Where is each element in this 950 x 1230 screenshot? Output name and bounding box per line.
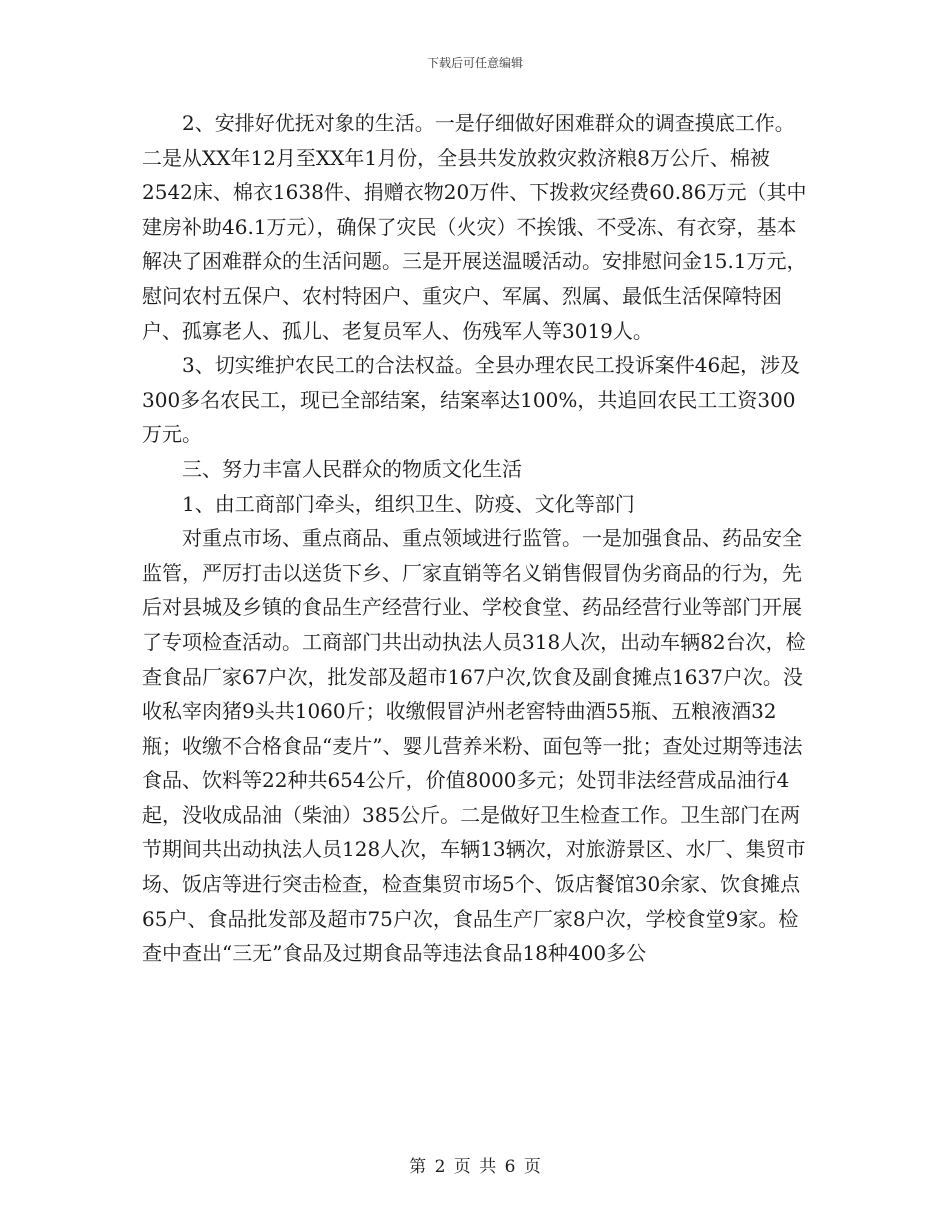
- subsection-heading: 1、由工商部门牵头，组织卫生、防疫、文化等部门: [182, 491, 635, 516]
- paragraph-migrant-workers: 3、切实维护农民工的合法权益。全县办理农民工投诉案件46起，涉及300多名农民工，现已全部结案，结案率达100%，共追回农民工工资300万元。: [142, 353, 801, 447]
- document-body: [142, 106, 814, 971]
- page-footer: 第 2 页 共 6 页: [409, 1157, 541, 1177]
- page-header: 下载后可任意编辑: [426, 56, 523, 70]
- paragraph-relief-life: 2、安排好优抚对象的生活。一是仔细做好困难群众的调查摸底工作。二是从XX年12月至XX年1月份，全县共发放救灾救济粮8万公斤、棉被2542床、棉衣1638件、捐赠衣物20万件、下拨救灾经费60.86万元（其中建房补助46.1万元），确保了灾民（火灾）不挨饿、不受冻、有衣穿，基本解决了困难群众的生活问题。三是开展送温暖活动。安排慰问金15.1万元，慰问农村五保户、农村特困户、重灾户、军属、烈属、最低生活保障特困户、孤寡老人、孤儿、老复员军人、伤残军人等3019人。: [142, 111, 807, 343]
- paragraph-market-supervision: 对重点市场、重点商品、重点领域进行监管。一是加强食品、药品安全监管，严厉打击以送货下乡、厂家直销等名义销售假冒伪劣商品的行为，先后对县城及乡镇的食品生产经营行业、学校食堂、药品经营行业等部门开展了专项检查活动。工商部门共出动执法人员318人次，出动车辆82台次，检查食品厂家67户次，批发部及超市167户次,饮食及副食摊点1637户次。没收私宰肉猪9头共1060斤；收缴假冒泸州老窖特曲酒55瓶、五粮液酒32瓶；收缴不合格食品“麦片”、婴儿营养米粉、面包等一批；查处过期等违法食品、饮料等22种共654公斤，价值8000多元；处罚非法经营成品油行4起，没收成品油（柴油）385公斤。二是做好卫生检查工作。卫生部门在两节期间共出动执法人员128人次，车辆13辆次，对旅游景区、水厂、集贸市场、饭店等进行突击检查，检查集贸市场5个、饭店餐馆30余家、饮食摊点65户、食品批发部及超市75户次，食品生产厂家8户次，学校食堂9家。检查中查出“三无”食品及过期食品等违法食品18种400多公: [142, 526, 806, 966]
- section-heading: 三、努力丰富人民群众的物质文化生活: [182, 456, 522, 481]
